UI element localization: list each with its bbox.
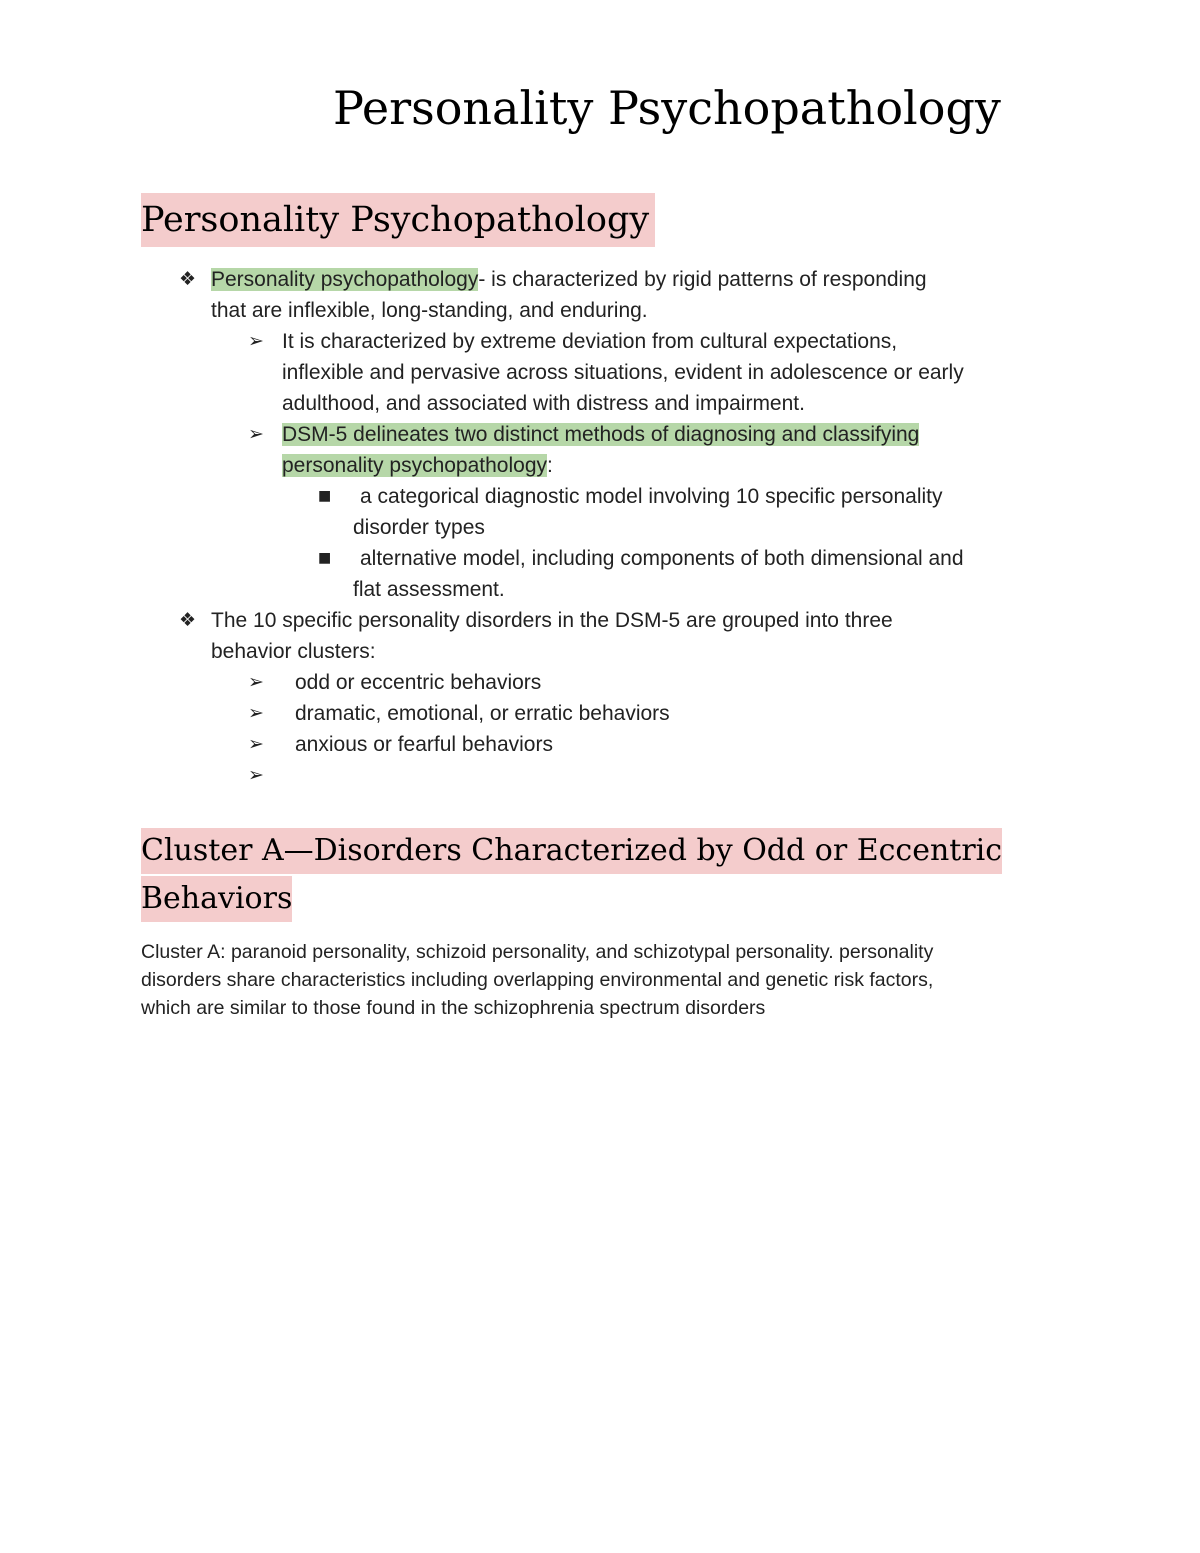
bullet2-line2: behavior clusters:	[211, 640, 376, 663]
section-heading-cluster-a-line1	[141, 828, 1002, 874]
cluster-item: dramatic, emotional, or erratic behaviors	[295, 702, 670, 725]
term-highlight: Personality psychopathology	[211, 268, 479, 291]
cluster-item: anxious or fearful behaviors	[295, 733, 553, 756]
sub2-line1	[282, 419, 919, 450]
model-item-2-line1: alternative model, including components of both dimensional and	[360, 547, 964, 570]
bullet2-line1: The 10 specific personality disorders in the DSM-5 are grouped into three	[211, 609, 893, 632]
square-bullet-icon: ■	[318, 488, 332, 504]
model-item-2-line2: flat assessment.	[353, 578, 505, 601]
cluster-a-paragraph	[141, 938, 1081, 1022]
arrow-bullet-icon: ➢	[248, 702, 264, 724]
arrow-bullet-icon: ➢	[248, 671, 264, 693]
paragraph-line: Cluster A: paranoid personality, schizoid personality, and schizotypal personality. personality	[141, 941, 934, 963]
arrow-bullet-icon: ➢	[248, 330, 264, 352]
arrow-bullet-icon: ➢	[248, 733, 264, 755]
sub2-line2-rest: :	[547, 454, 553, 477]
sub1-line3: adulthood, and associated with distress and impairment.	[282, 392, 805, 415]
bullet1-line2: that are inflexible, long-standing, and enduring.	[211, 299, 648, 322]
square-bullet-icon: ■	[318, 550, 332, 566]
diamond-bullet-icon: ❖	[179, 268, 197, 290]
model-item-1-line2: disorder types	[353, 516, 485, 539]
sub1-line1: It is characterized by extreme deviation from cultural expectations,	[282, 330, 898, 353]
sub2-line1-highlight: DSM-5 delineates two distinct methods of diagnosing and classifying	[282, 423, 920, 446]
diamond-bullet-icon: ❖	[179, 609, 197, 631]
section-heading-cluster-a-line2	[141, 876, 292, 922]
arrow-bullet-icon: ➢	[248, 764, 264, 786]
sub1-line2: inflexible and pervasive across situations, evident in adolescence or early	[282, 361, 964, 384]
sub2-line2	[282, 450, 553, 481]
bullet1-line1	[211, 264, 927, 295]
paragraph-line: which are similar to those found in the schizophrenia spectrum disorders	[141, 997, 766, 1019]
section-heading-personality-psychopathology: Personality Psychopathology	[141, 193, 655, 247]
arrow-bullet-icon: ➢	[248, 423, 264, 445]
paragraph-line: disorders share characteristics including overlapping environmental and genetic risk factors,	[141, 969, 934, 991]
document-title: Personality Psychopathology	[333, 81, 1001, 135]
cluster-item: odd or eccentric behaviors	[295, 671, 542, 694]
model-item-1-line1: a categorical diagnostic model involving 10 specific personality	[360, 485, 943, 508]
heading-highlight: Cluster A—Disorders Characterized by Odd or Eccentric	[141, 828, 1002, 874]
heading-highlight: Behaviors	[141, 876, 292, 922]
sub2-line2-highlight: personality psychopathology	[282, 454, 548, 477]
bullet1-line1-rest: - is characterized by rigid patterns of responding	[478, 268, 927, 291]
